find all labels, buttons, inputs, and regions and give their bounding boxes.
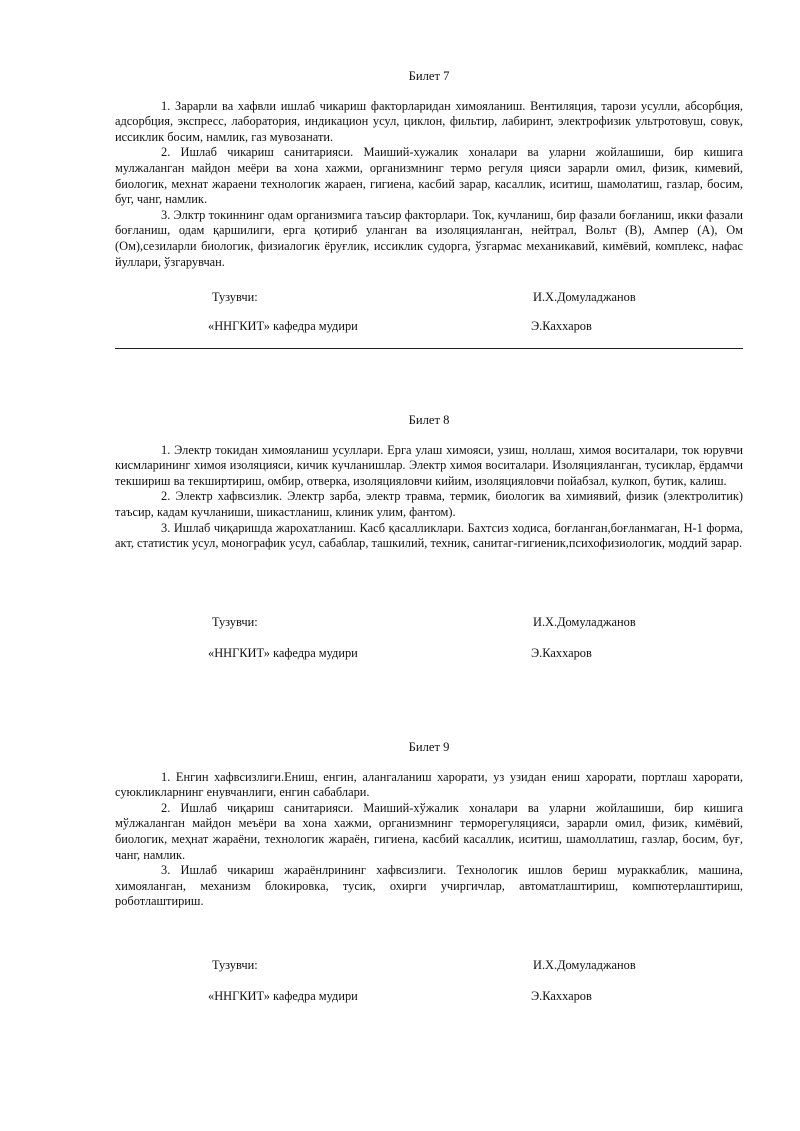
head-signature-row (115, 989, 743, 1005)
compiler-signature-row (115, 615, 743, 631)
head-signature-row (115, 319, 743, 335)
compiler-name: И.Х.Домуладжанов (533, 958, 636, 972)
head-label: «ННГКИТ» кафедра мудири (208, 989, 358, 1003)
question-3: 3. Ишлаб чиқаришда жарохатланиш. Касб қасалликлари. Бахтсиз ходиса, боғланган,боғланмаган, Н-1 форма, акт, статистик усул, монографик усул, сабаблар, ташкилий, техник, санитаг-гигиеник,психофизиологик, моддий зарар. (115, 520, 743, 551)
compiler-label: Тузувчи: (212, 958, 258, 972)
compiler-name: И.Х.Домуладжанов (533, 290, 636, 304)
compiler-label: Тузувчи: (212, 290, 258, 304)
head-signature-row (115, 646, 743, 662)
question-1: 1. Электр токидан химояланиш усуллари. Ерга улаш химояси, узиш, ноллаш, химоя воситалари, ток юрувчи кисмларининг химоя изоляцияси, кичик кучланишлар. Электр химоя воситалари. Изоляцияланган, тусиклар, ёрдамчи текшириш ва текширтириш, омбир, отверка, изоляцияловчи кийим, изоляцияловчи пойабзал, кулкоп, бутик, калиш. (115, 442, 743, 488)
head-name: Э.Каххаров (531, 319, 592, 333)
question-list (115, 770, 743, 910)
compiler-signature-row (115, 958, 743, 974)
question-list (115, 99, 743, 271)
ticket-9 (115, 740, 743, 1003)
ticket-7 (115, 69, 743, 333)
head-label: «ННГКИТ» кафедра мудири (208, 319, 358, 333)
question-2: 2. Ишлаб чикариш санитарияси. Маиший-хужалик хоналари ва уларни жойлашиши, бир кишига мулжаланган майдон меёри ва хона хажми, организмнинг термо регуля цияси зарарли омил, физик, кимевий, биологик, мехнат жараени технологик жараен, гигиена, касбий зарар, касаллик, иситиш, шамолатиш, газлар, босим, буг, чанг, намлик. (115, 145, 743, 207)
ticket-8 (115, 413, 743, 660)
question-3: 3. Элктр токиннинг одам организмига таъсир факторлари. Ток, кучланиш, бир фазали боғланиш, икки фазали боғланиш, одам қаршилиги, ерга қотириб уланган ва изоляцияланган, нейтрал, Вольт (В), Ампер (А), Ом (Ом),сезиларли биологик, физиалогик ёруғлик, иссиклик судорга, ўзгармас механикавий, кимёвий, комплекс, нафас йуллари, ўзгарувчан. (115, 207, 743, 269)
question-2: 2. Электр хафвсизлик. Электр зарба, электр травма, термик, биологик ва химиявий, физик (электролитик) таъсир, кадам кучланиши, шикастланиш, клиник улим, фантом). (115, 489, 743, 519)
ticket-title: Билет 8 (408, 413, 450, 427)
question-1: 1. Зарарли ва хафвли ишлаб чикариш факторларидан химояланиш. Вентиляция, тарози усулли, абсорбция, адсорбция, экспресс, лаборатория, индикацион усул, циклон, фильтир, лабиринт, электрофизик ультротовуш, совук, иссиклик босим, намлик, газ мувозанати. (115, 98, 743, 144)
head-name: Э.Каххаров (531, 989, 592, 1003)
ticket-title: Билет 9 (408, 740, 450, 754)
compiler-name: И.Х.Домуладжанов (533, 615, 636, 629)
question-list (115, 443, 743, 552)
compiler-signature-row (115, 290, 743, 306)
ticket-title: Билет 7 (408, 69, 450, 83)
compiler-label: Тузувчи: (212, 615, 258, 629)
question-2: 2. Ишлаб чиқариш санитарияси. Маиший-хўжалик хоналари ва уларни жойлашиши, бир кишига мўлжаланган майдон меъёри ва хона хажми, организмнинг терморегуляцияси, зарарли омил, физик, кимёвий, биологик, меҳнат жараёни, технологик жараён, гигиена, касбий касаллик, иситиш, шамоллатиш, газлар, босим, буғ, чанг, намлик. (115, 800, 743, 862)
question-1: 1. Енгин хафвсизлиги.Ениш, енгин, алангаланиш харорати, уз узидан ениш харорати, портлаш харорати, суюкликларнинг енувчанлиги, енгин сабаблари. (115, 769, 743, 800)
question-3: 3. Ишлаб чикариш жараёнлрининг хафвсизлиги. Технологик ишлов бериш мураккаблик, машина, химояланган, механизм блокировка, тусик, охирги учиргичлар, автоматлаштириш, компютерлаштириш, роботлаштириш. (115, 863, 743, 909)
head-name: Э.Каххаров (531, 646, 592, 660)
section-divider (115, 348, 743, 349)
head-label: «ННГКИТ» кафедра мудири (208, 646, 358, 660)
